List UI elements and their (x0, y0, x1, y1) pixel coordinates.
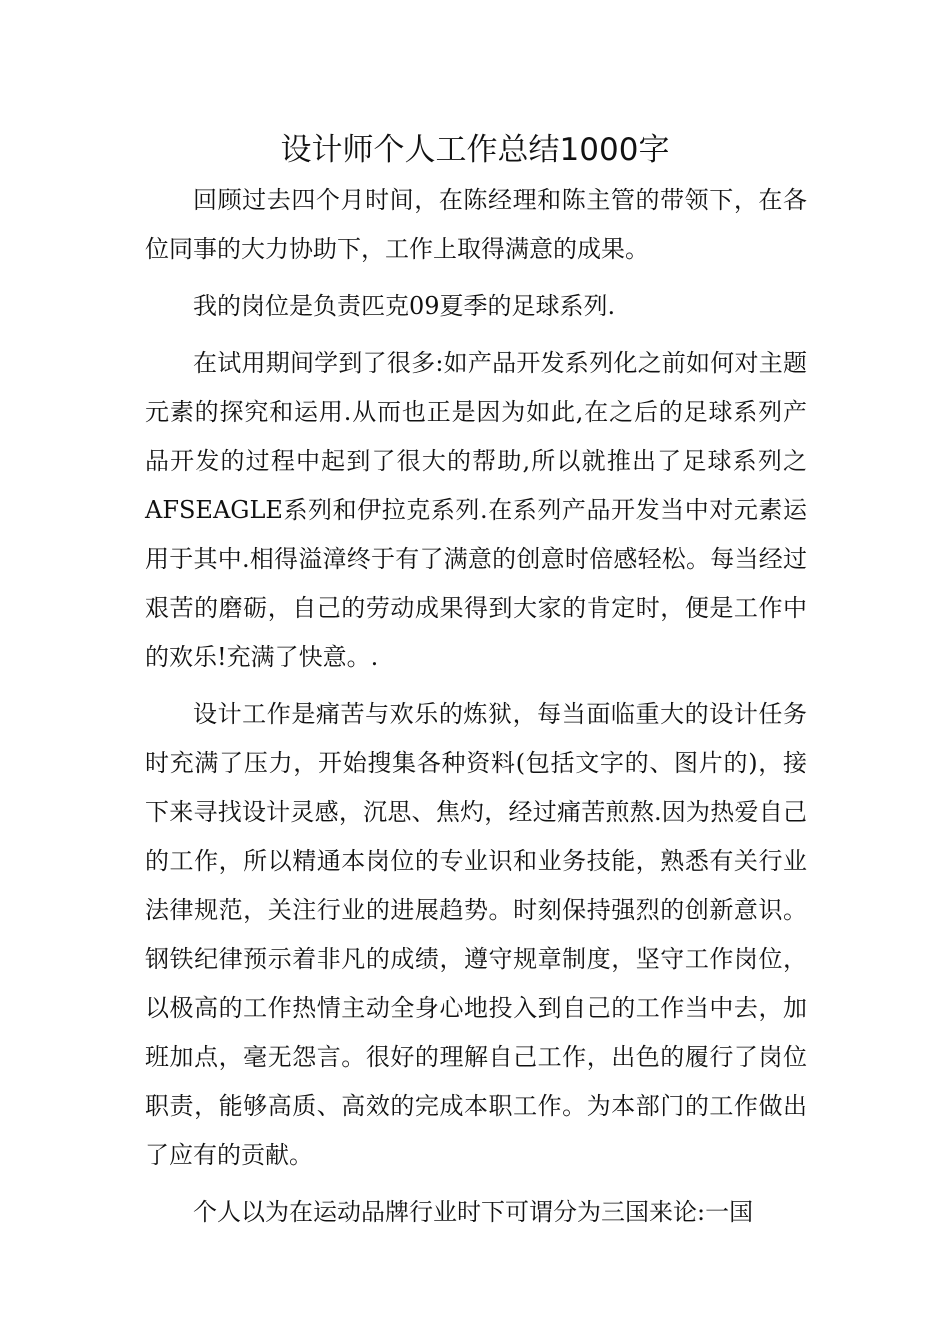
paragraph: 设计工作是痛苦与欢乐的炼狱，每当面临重大的设计任务时充满了压力，开始搜集各种资料(包括文字的、图片的)，接下来寻找设计灵感，沉思、焦灼，经过痛苦煎熬.因为热爱自己的工作，所以精通本岗位的专业识和业务技能，熟悉有关行业法律规范，关注行业的进展趋势。时刻保持强烈的创新意识。钢铁纪律预示着非凡的成绩，遵守规章制度，坚守工作岗位，以极高的工作热情主动全身心地投入到自己的工作当中去，加班加点，毫无怨言。很好的理解自己工作，出色的履行了岗位职责，能够高质、高效的完成本职工作。为本部门的工作做出了应有的贡献。 (145, 700, 807, 1169)
paragraph: 在试用期间学到了很多:如产品开发系列化之前如何对主题元素的探究和运用.从而也正是因为如此,在之后的足球系列产品开发的过程中起到了很大的帮助,所以就推出了足球系列之AFSEAGLE系列和伊拉克系列.在系列产品开发当中对元素运用于其中.相得溢漳终于有了满意的创意时倍感轻松。每当经过艰苦的磨砺，自己的劳动成果得到大家的肯定时，便是工作中的欢乐!充满了快意。. (145, 349, 807, 671)
document-body (145, 176, 807, 1245)
paragraph: 个人以为在运动品牌行业时下可谓分为三国来论:一国 (193, 1198, 754, 1226)
paragraph: 回顾过去四个月时间，在陈经理和陈主管的带领下，在各位同事的大力协助下，工作上取得满意的成果。 (145, 186, 807, 263)
paragraph: 我的岗位是负责匹克09夏季的足球系列. (193, 292, 616, 320)
document-title: 设计师个人工作总结1000字 (280, 132, 670, 168)
